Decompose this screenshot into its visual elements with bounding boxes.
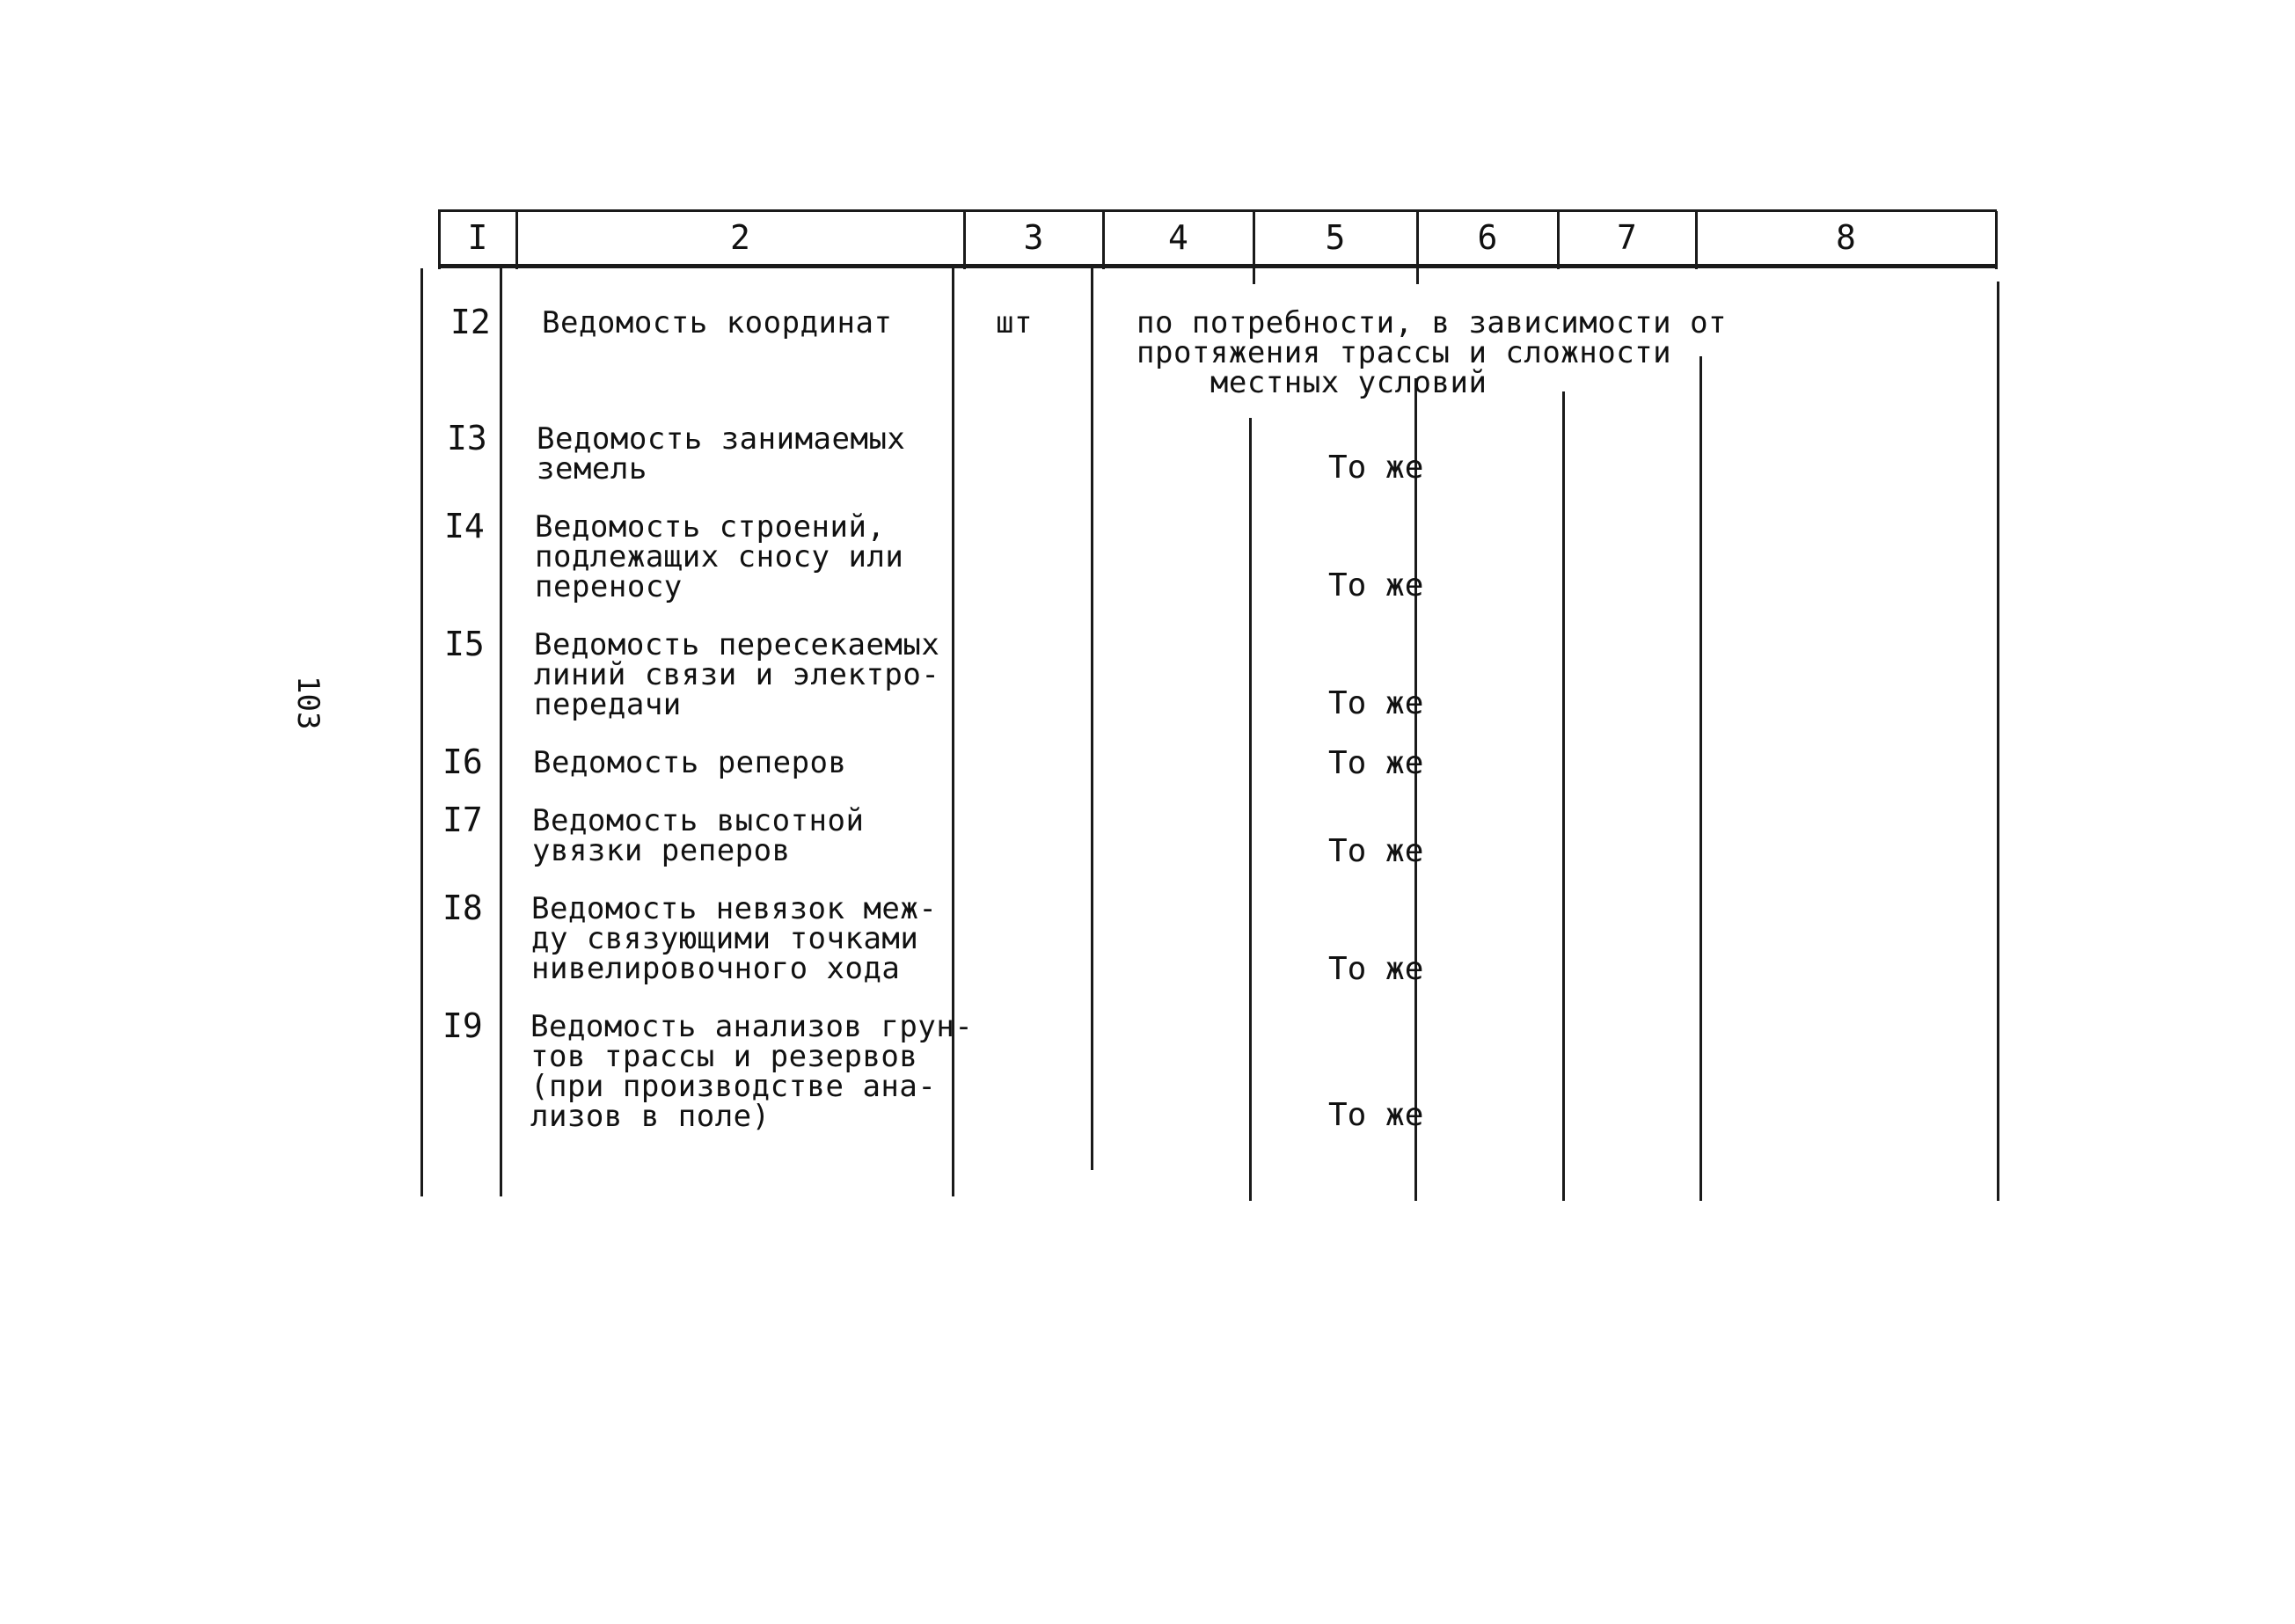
column-rule: [1699, 356, 1702, 1201]
row-name: Ведомость высотной увязки реперов: [532, 803, 865, 868]
row-name: Ведомость реперов: [533, 745, 847, 780]
column-header-5: 5: [1325, 218, 1346, 257]
row-number: I4: [444, 507, 485, 545]
page-number: 103: [290, 676, 325, 730]
column-rule: [1091, 268, 1093, 1170]
row-number: I5: [444, 625, 485, 663]
row-same-mark: То же: [1328, 567, 1424, 604]
row-same-mark: То же: [1328, 450, 1424, 486]
column-header-3: 3: [1023, 218, 1044, 257]
column-rule: [1997, 282, 1999, 1201]
row-same-mark: То же: [1328, 951, 1424, 987]
column-rule: [1253, 268, 1255, 284]
row-number: I7: [442, 801, 483, 839]
column-header-2: 2: [730, 218, 750, 257]
header-bottom-rule: [438, 264, 1997, 268]
row-number: I9: [442, 1006, 483, 1045]
table-top-rule: [438, 209, 1997, 212]
row-number: I8: [442, 889, 483, 927]
row-name: Ведомость строений, подлежащих сносу или переносу: [535, 509, 904, 604]
row-unit: шт: [996, 305, 1033, 340]
row-same-mark: То же: [1328, 685, 1424, 721]
column-header-1: I: [467, 218, 488, 257]
column-rule: [1995, 211, 1998, 269]
row-name: Ведомость пересекаемых линий связи и электро- передачи: [534, 627, 940, 722]
row-note: по потребности, в зависимости от протяжения трассы и сложности местных условий: [1137, 305, 1728, 400]
row-name: Ведомость координат: [542, 305, 893, 340]
row-number: I6: [442, 743, 483, 781]
row-number: I2: [450, 303, 491, 341]
column-rule: [420, 268, 423, 1196]
row-same-mark: То же: [1328, 1097, 1424, 1133]
column-rule: [1414, 378, 1417, 1201]
row-same-mark: То же: [1328, 745, 1424, 781]
column-header-6: 6: [1477, 218, 1498, 257]
row-same-mark: То же: [1328, 833, 1424, 869]
row-name: Ведомость занимаемых земель: [537, 421, 906, 486]
row-name: Ведомость анализов грун- тов трассы и резервов (при производстве ана- лизов в поле): [530, 1009, 974, 1134]
column-header-8: 8: [1836, 218, 1856, 257]
row-number: I3: [447, 419, 487, 457]
column-header-4: 4: [1168, 218, 1188, 257]
column-rule: [1562, 391, 1565, 1201]
column-rule: [1416, 268, 1419, 284]
column-rule: [500, 268, 502, 1196]
column-header-7: 7: [1617, 218, 1637, 257]
row-name: Ведомость невязок меж- ду связующими точками нивелировочного хода: [531, 891, 938, 986]
column-rule: [1249, 418, 1252, 1201]
